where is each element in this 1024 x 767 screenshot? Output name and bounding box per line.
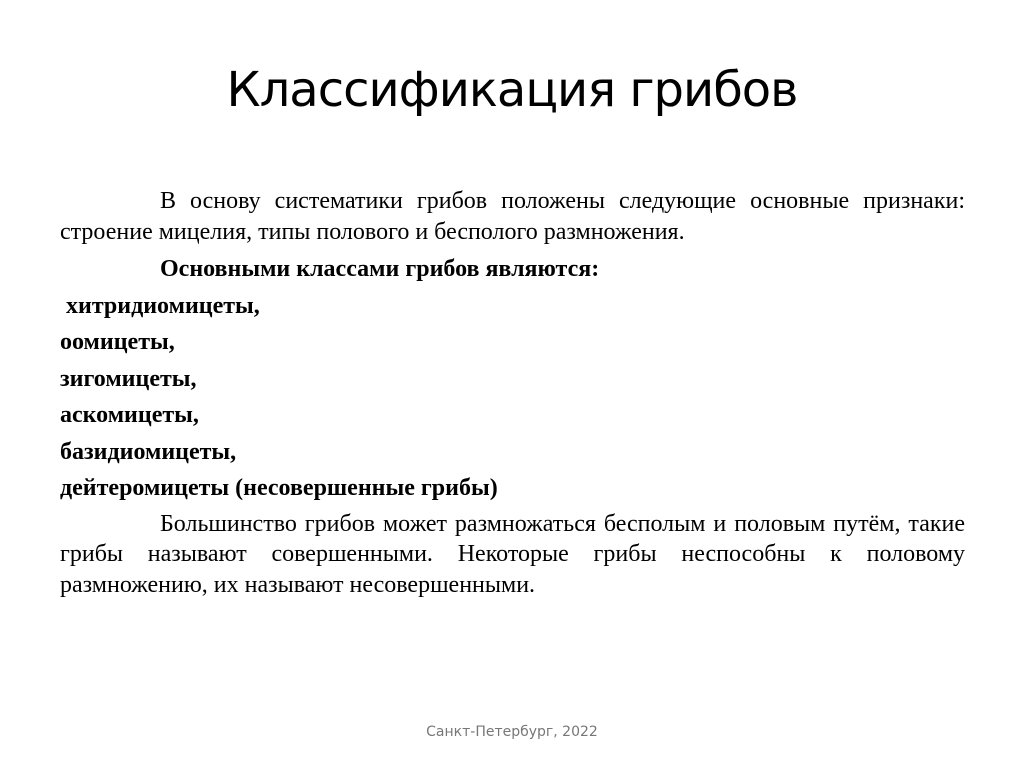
class-item: хитридиомицеты, — [60, 292, 260, 319]
class-item: оомицеты, — [60, 329, 175, 355]
class-item: зигомицеты, — [60, 365, 197, 392]
slide-title: Классификация грибов — [226, 62, 798, 118]
intro-paragraph: В основу систематики грибов положены следующие основные признаки: строение мицелия, типы полового и бесполого размножения. — [60, 188, 965, 245]
slide-body — [60, 186, 965, 600]
classes-heading: Основными классами грибов являются: — [160, 256, 600, 282]
conclusion-paragraph: Большинство грибов может размножаться бесполым и половым путём, такие грибы называют совершенными. Некоторые грибы неспособны к половому размножению, их называют несовершенными. — [60, 510, 965, 598]
footer: Санкт-Петербург, 2022 — [426, 724, 598, 740]
class-item: базидиомицеты, — [60, 438, 237, 465]
class-item: дейтеромицеты (несовершенные грибы) — [60, 475, 498, 501]
class-item: аскомицеты, — [60, 402, 199, 428]
